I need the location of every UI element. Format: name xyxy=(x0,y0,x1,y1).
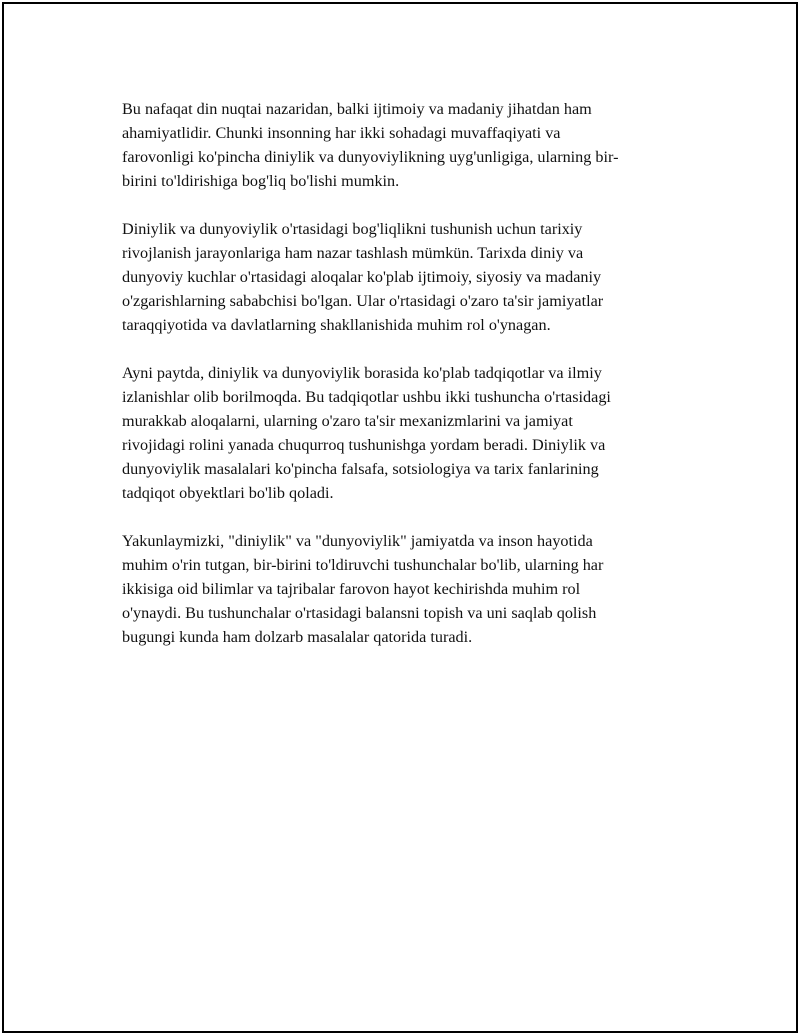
paragraph-1: Bu nafaqat din nuqtai nazaridan, balki ijtimoiy va madaniy jihatdan ham ahamiyatlidir. Chunki insonning har ikki sohadagi muvaffaqiyati va farovonligi ko'pincha diniylik va dunyoviylikning uyg'unligiga, ularning bir- birini to'ldirishiga bog'liq bo'lishi mumkin. xyxy=(122,100,619,190)
page-frame xyxy=(2,2,798,1033)
paragraph-3: Ayni paytda, diniylik va dunyoviylik borasida ko'plab tadqiqotlar va ilmiy izlanishlar olib borilmoqda. Bu tadqiqotlar ushbu ikki tushuncha o'rtasidagi murakkab aloqalarni, ularning o'zaro ta'sir mexanizmlarini va jamiyat rivojidagi rolini yanada chuqurroq tushunishga yordam beradi. Diniylik va dunyoviylik masalalari ko'pincha falsafa, sotsiologiya va tarix fanlarining tadqiqot obyektlari bo'lib qoladi. xyxy=(122,364,611,502)
paragraph-2: Diniylik va dunyoviylik o'rtasidagi bog'liqlikni tushunish uchun tarixiy rivojlanish jarayonlariga ham nazar tashlash mümkün. Tarixda diniy va dunyoviy kuchlar o'rtasidagi aloqalar ko'plab ijtimoiy, siyosiy va madaniy o'zgarishlarning sababchisi bo'lgan. Ular o'rtasidagi o'zaro ta'sir jamiyatlar taraqqiyotida va davlatlarning shakllanishida muhim rol o'ynagan. xyxy=(122,220,604,334)
document-body xyxy=(122,97,688,673)
paragraph-4: Yakunlaymizki, "diniylik" va "dunyoviylik" jamiyatda va inson hayotida muhim o'rin tutgan, bir-birini to'ldiruvchi tushunchalar bo'lib, ularning har ikkisiga oid bilimlar va tajribalar farovon hayot kechirishda muhim rol o'ynaydi. Bu tushunchalar o'rtasidagi balansni topish va uni saqlab qolish bugungi kunda ham dolzarb masalalar qatorida turadi. xyxy=(122,532,604,646)
